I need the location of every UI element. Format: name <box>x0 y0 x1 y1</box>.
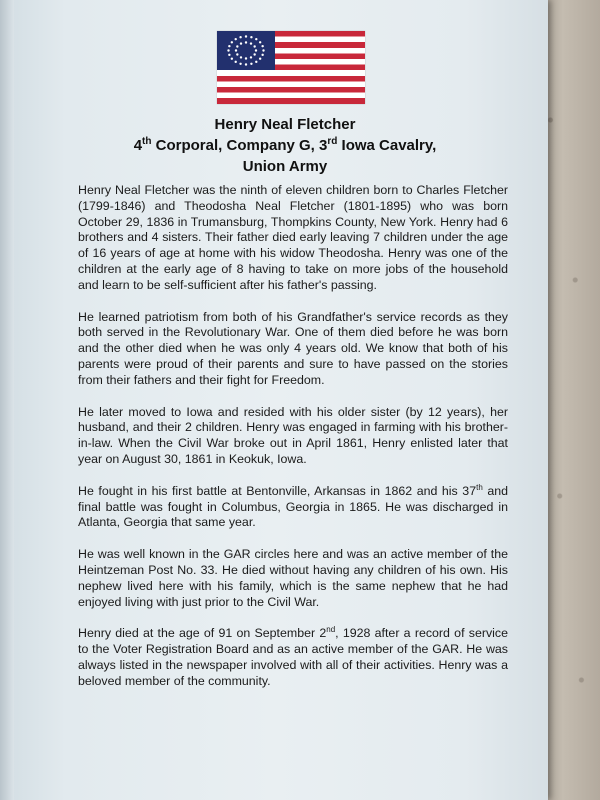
death-text-a: Henry died at the age of 91 on September 2 <box>78 626 327 641</box>
death-text-b: , 1928 after a record of service to the Voter Registration Board and as an active member of the GAR. He was always listed in the newspaper involved with all of their activities. Henry was a beloved member of the community. <box>78 626 508 688</box>
paragraph-enlistment: He later moved to Iowa and resided with his older sister (by 12 years), her husband, and their 2 children. Henry was engaged in farming with his brother-in-law. When the Civil War broke out in April 1861, Henry enlisted later that year on August 30, 1861 in Keokuk, Iowa. <box>78 404 508 466</box>
star-icon <box>245 41 247 43</box>
battles-text-a: He fought in his first battle at Bentonville, Arkansas in 1862 and his 37 <box>78 483 477 498</box>
star-icon <box>245 57 247 59</box>
star-icon <box>240 56 242 58</box>
star-icon <box>250 42 252 44</box>
star-icon <box>245 63 247 65</box>
paragraph-battles <box>78 484 508 531</box>
star-icon <box>261 54 263 56</box>
army-line: Union Army <box>242 158 328 175</box>
battles-text-b: and final battle was fought in Columbus, Georgia in 1865. He was discharged in Atlanta, Georgia that same year. <box>78 483 508 530</box>
star-icon <box>235 49 237 51</box>
star-icon <box>228 45 230 47</box>
paragraph-death <box>78 626 508 689</box>
star-icon <box>236 45 238 47</box>
star-icon <box>228 54 230 56</box>
star-icon <box>231 41 233 43</box>
star-icon <box>235 38 237 40</box>
rank-number: 4 <box>133 137 143 154</box>
star-icon <box>236 53 238 55</box>
star-icon <box>259 58 261 60</box>
rank-line <box>70 135 500 156</box>
star-icon <box>259 41 261 43</box>
star-icon <box>250 56 252 58</box>
star-icon <box>250 63 252 65</box>
star-icon <box>261 45 263 47</box>
star-icon <box>227 49 229 51</box>
star-circle-icon <box>217 31 275 70</box>
star-icon <box>255 49 257 51</box>
paragraph-patriotism: He learned patriotism from both of his Grandfather's service records as they both served in the Revolutionary War. One of them died before he was born and the other died when he was only 4 years old. We know that both of his parents were proud of their parents and sure to have passed on the stories from their fathers and their fight for Freedom. <box>78 309 508 387</box>
star-icon <box>255 61 257 63</box>
star-icon <box>240 42 242 44</box>
battles-suffix: th <box>476 482 483 492</box>
us-flag-icon <box>217 31 365 104</box>
regiment-name: Iowa Cavalry, <box>337 137 437 154</box>
star-icon <box>255 38 257 40</box>
page-heading <box>70 114 500 177</box>
regiment-suffix: rd <box>327 136 338 147</box>
sheet-fold <box>0 0 14 800</box>
star-icon <box>250 36 252 38</box>
person-name: Henry Neal Fletcher <box>214 116 356 133</box>
star-icon <box>239 36 241 38</box>
biography-text <box>78 183 508 706</box>
paragraph-early-life: Henry Neal Fletcher was the ninth of eleven children born to Charles Fletcher (1799-1846) and Theodosha Neal Fletcher (1801-1895) who was born October 29, 1836 in Trumansburg, Thompkins County, New York. Henry had 6 brothers and 4 sisters. Their father died early leaving 7 children under the age of 16 years of age at home with his widow Theodosha. Henry was one of the children at the early age of 8 having to take on more jobs of the household and learn to be self-sufficient after his father's passing. <box>78 183 508 292</box>
flag-canton <box>217 31 275 70</box>
star-icon <box>262 49 264 51</box>
star-icon <box>239 63 241 65</box>
star-icon <box>231 58 233 60</box>
star-icon <box>253 45 255 47</box>
rank-company: Corporal, Company G, 3 <box>151 137 328 154</box>
star-icon <box>235 61 237 63</box>
star-icon <box>245 35 247 37</box>
rank-suffix: th <box>142 136 152 147</box>
paragraph-gar: He was well known in the GAR circles here and was an active member of the Heintzeman Post No. 33. He died without having any children of his own. His nephew lived here with his family, which is the same nephew that he had enjoyed living with just prior to the Civil War. <box>78 547 508 609</box>
star-icon <box>253 53 255 55</box>
death-suffix: nd <box>326 625 336 635</box>
